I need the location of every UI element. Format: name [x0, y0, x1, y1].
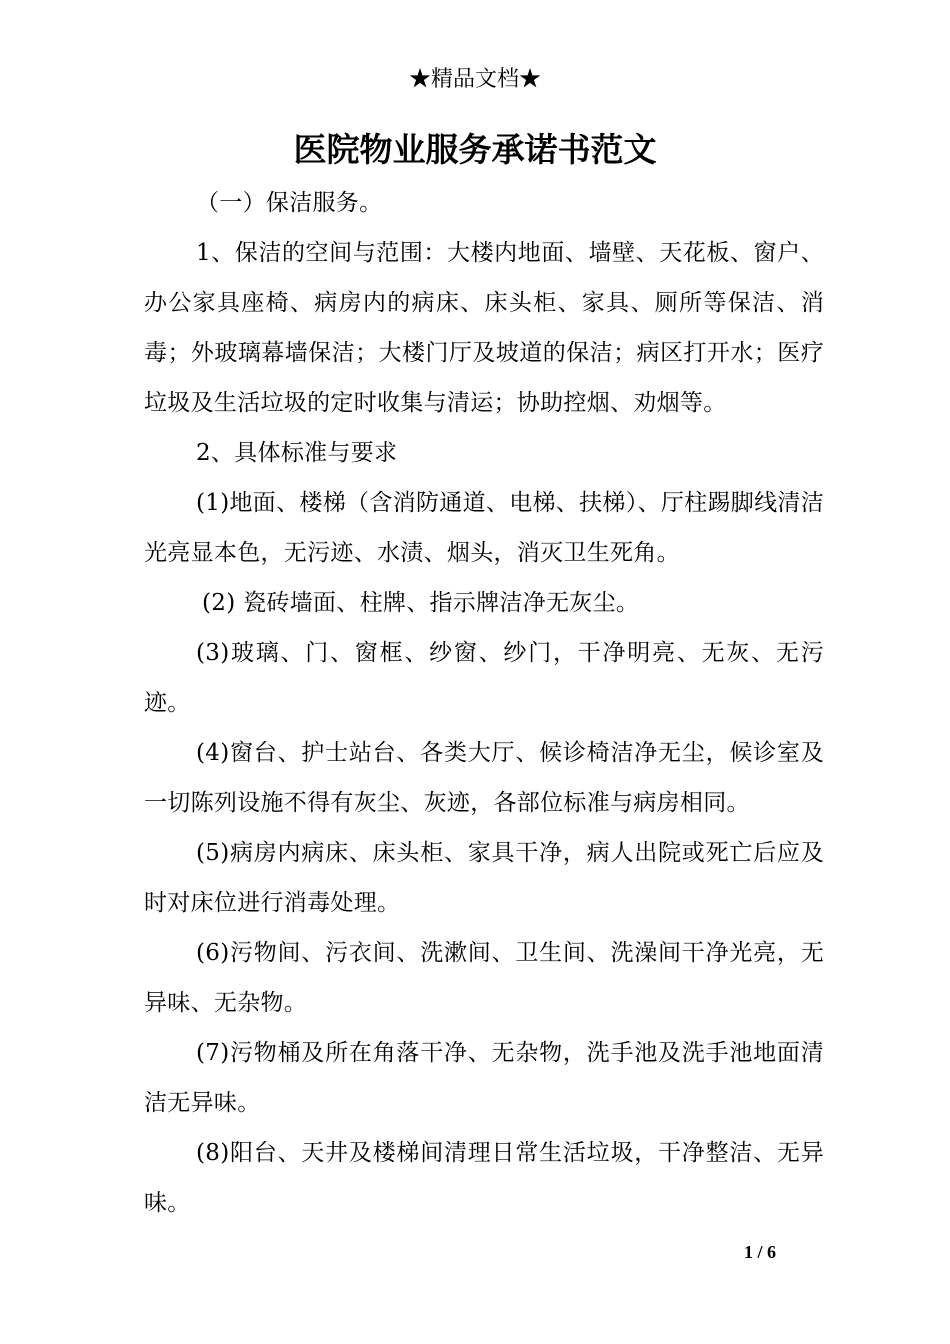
document-title: 医院物业服务承诺书范文 [293, 130, 657, 169]
paragraph: (4)窗台、护士站台、各类大厅、候诊椅洁净无尘，候诊室及一切陈列设施不得有灰尘、灰迹，各部位标准与病房相同。 [144, 740, 824, 816]
section-heading: （一）保洁服务。 [196, 190, 383, 216]
paragraph: (7)污物桶及所在角落干净、无杂物，洗手池及洗手池地面清洁无异味。 [144, 1040, 824, 1116]
paragraph: (1)地面、楼梯（含消防通道、电梯、扶梯）、厅柱踢脚线清洁光亮显本色，无污迹、水渍、烟头，消灭卫生死角。 [144, 490, 824, 566]
paragraph: (6)污物间、污衣间、洗漱间、卫生间、洗澡间干净光亮，无异味、无杂物。 [144, 940, 824, 1016]
paragraph: (5)病房内病床、床头柜、家具干净，病人出院或死亡后应及时对床位进行消毒处理。 [144, 840, 824, 916]
page-number: 1 / 6 [744, 1242, 777, 1262]
paragraph: (3)玻璃、门、窗框、纱窗、纱门，干净明亮、无灰、无污迹。 [144, 640, 824, 716]
paragraph: (8)阳台、天井及楼梯间清理日常生活垃圾，干净整洁、无异味。 [144, 1140, 824, 1216]
paragraph: 1、保洁的空间与范围：大楼内地面、墙壁、天花板、窗户、办公家具座椅、病房内的病床、床头柜、家具、厕所等保洁、消毒；外玻璃幕墙保洁；大楼门厅及坡道的保洁；病区打开水；医疗垃圾及生活垃圾的定时收集与清运；协助控烟、劝烟等。 [144, 240, 824, 416]
paragraph: (2) 瓷砖墙面、柱牌、指示牌洁净无灰尘。 [202, 590, 640, 616]
document-body [144, 178, 824, 1228]
subsection-heading: 2、具体标准与要求 [196, 440, 398, 466]
document-header: ★精品文档★ [408, 67, 541, 92]
